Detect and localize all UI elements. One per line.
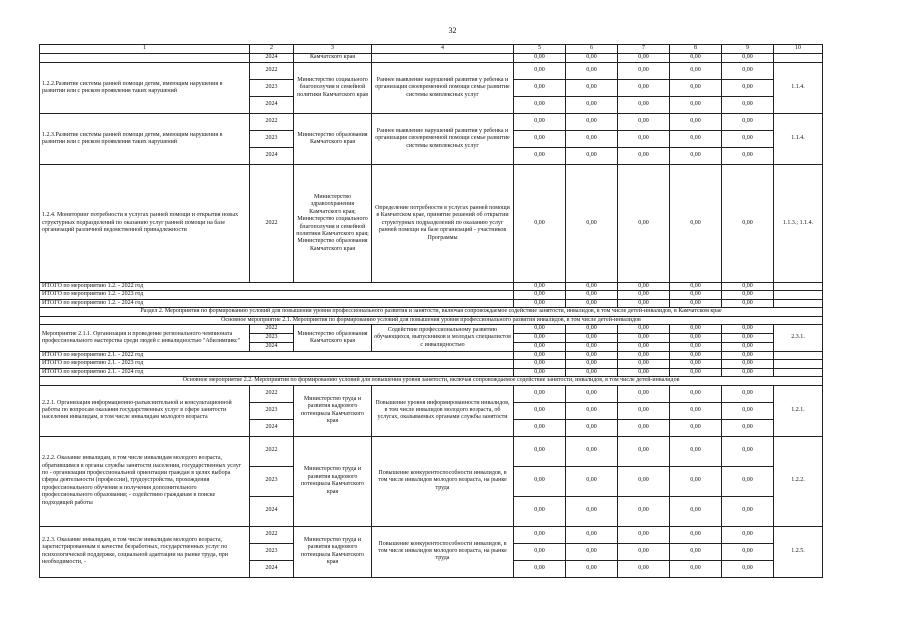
value-cell: 0,00 bbox=[514, 80, 566, 97]
data-row bbox=[40, 114, 823, 131]
header-row bbox=[40, 45, 823, 54]
result-cell: Определение потребности в услугах ранней помощи в Камчатском крае, принятие решений об открытии структурных подразделений по оказанию услуг ранней помощи на базе организаций - участников Программы bbox=[372, 165, 514, 283]
value-cell: 0,00 bbox=[618, 165, 670, 283]
value-cell: 0,00 bbox=[566, 352, 618, 360]
value-cell: 0,00 bbox=[514, 131, 566, 148]
value-cell: 0,00 bbox=[618, 385, 670, 402]
value-cell: 0,00 bbox=[722, 526, 774, 543]
value-cell: 0,00 bbox=[722, 436, 774, 466]
value-cell: 0,00 bbox=[566, 63, 618, 80]
year-cell: 2023 bbox=[250, 402, 294, 419]
value-cell: 0,00 bbox=[514, 402, 566, 419]
value-cell: 0,00 bbox=[670, 466, 722, 496]
measure-name-cell: 1.2.4. Мониторинг потребности в услугах ранней помощи и открытия новых структурных подразделений по оказанию услуг ранней помощи на базе организаций различной ведомственной принадлежности bbox=[40, 165, 250, 283]
value-cell: 0,00 bbox=[722, 419, 774, 436]
total-label-cell: ИТОГО по мероприятию 1.2. - 2022 год bbox=[40, 283, 514, 291]
value-cell: 0,00 bbox=[566, 526, 618, 543]
value-cell: 0,00 bbox=[566, 334, 618, 343]
total-label-cell: ИТОГО по мероприятию 2.1. - 2022 год bbox=[40, 352, 514, 360]
column-number-1: 1 bbox=[40, 45, 250, 54]
total-row bbox=[40, 283, 823, 291]
value-cell: 0,00 bbox=[670, 352, 722, 360]
value-cell: 0,00 bbox=[514, 543, 566, 560]
value-cell: 0,00 bbox=[618, 97, 670, 114]
data-row bbox=[40, 165, 823, 283]
value-cell: 0,00 bbox=[514, 114, 566, 131]
value-cell: 0,00 bbox=[618, 291, 670, 299]
value-cell: 0,00 bbox=[514, 325, 566, 334]
year-cell: 2024 bbox=[250, 560, 294, 577]
value-cell: 0,00 bbox=[514, 54, 566, 63]
value-cell: 0,00 bbox=[566, 54, 618, 63]
value-cell: 0,00 bbox=[722, 283, 774, 291]
link-cell: 1.1.4. bbox=[774, 114, 823, 165]
total-row bbox=[40, 368, 823, 376]
value-cell: 0,00 bbox=[566, 131, 618, 148]
column-number-8: 8 bbox=[670, 45, 722, 54]
value-cell: 0,00 bbox=[618, 63, 670, 80]
value-cell: 0,00 bbox=[514, 466, 566, 496]
link-cell bbox=[774, 368, 823, 376]
year-cell: 2022 bbox=[250, 385, 294, 402]
total-label-cell: ИТОГО по мероприятию 2.1. - 2024 год bbox=[40, 368, 514, 376]
data-row bbox=[40, 63, 823, 80]
result-cell bbox=[372, 54, 514, 63]
value-cell: 0,00 bbox=[722, 334, 774, 343]
value-cell: 0,00 bbox=[618, 368, 670, 376]
total-label-cell: ИТОГО по мероприятию 2.1. - 2023 год bbox=[40, 360, 514, 368]
measure-name-cell: 2.2.1. Организация информационно-разъяснительной и консультационной работы по вопросам оказания государственных услуг в сфере занятости населения инвалидам, в том числе инвалидам молодого возраста bbox=[40, 385, 250, 436]
year-cell: 2024 bbox=[250, 148, 294, 165]
link-cell: 1.2.2. bbox=[774, 436, 823, 526]
value-cell: 0,00 bbox=[514, 299, 566, 307]
link-cell bbox=[774, 299, 823, 307]
column-number-7: 7 bbox=[618, 45, 670, 54]
value-cell: 0,00 bbox=[618, 436, 670, 466]
value-cell: 0,00 bbox=[618, 131, 670, 148]
value-cell: 0,00 bbox=[566, 299, 618, 307]
value-cell: 0,00 bbox=[514, 496, 566, 526]
value-cell: 0,00 bbox=[722, 97, 774, 114]
value-cell: 0,00 bbox=[618, 299, 670, 307]
measure-name-cell: 2.2.2. Оказание инвалидам, в том числе инвалидам молодого возраста, обратившимся в органы службы занятости населения, государственных услуг по - организации профессиональной ориентации граждан в целях выбора сферы деятельности (профессии), трудоустройства, прохождения профессионального обучения и получения дополнительного профессионального образования; - содействию гражданам в поиске подходящей работы bbox=[40, 436, 250, 526]
result-cell: Повышение конкурентоспособности инвалидов, в том числе инвалидов молодого возраста, на рынке труда bbox=[372, 526, 514, 577]
year-cell: 2023 bbox=[250, 543, 294, 560]
year-cell: 2022 bbox=[250, 165, 294, 283]
year-cell: 2023 bbox=[250, 131, 294, 148]
value-cell: 0,00 bbox=[566, 466, 618, 496]
value-cell: 0,00 bbox=[514, 526, 566, 543]
value-cell: 0,00 bbox=[566, 360, 618, 368]
year-cell: 2022 bbox=[250, 325, 294, 334]
total-row bbox=[40, 352, 823, 360]
value-cell: 0,00 bbox=[566, 436, 618, 466]
value-cell: 0,00 bbox=[722, 148, 774, 165]
result-cell: Повышение уровня информированности инвалидов, в том числе инвалидов молодого возраста, об услугах, оказываемых органами службы занятости bbox=[372, 385, 514, 436]
value-cell: 0,00 bbox=[670, 343, 722, 352]
executor-cell: Министерство труда и развития кадрового потенциала Камчатского края bbox=[294, 385, 372, 436]
page-cutoff bbox=[0, 583, 905, 640]
value-cell: 0,00 bbox=[514, 291, 566, 299]
value-cell: 0,00 bbox=[618, 402, 670, 419]
link-cell: 1.2.5. bbox=[774, 526, 823, 577]
value-cell: 0,00 bbox=[514, 334, 566, 343]
executor-cell: Министерство социального благополучия и семейной политики Камчатского края bbox=[294, 63, 372, 114]
value-cell: 0,00 bbox=[618, 343, 670, 352]
section-row bbox=[40, 308, 823, 316]
value-cell: 0,00 bbox=[722, 299, 774, 307]
year-cell: 2024 bbox=[250, 343, 294, 352]
total-row bbox=[40, 299, 823, 307]
value-cell: 0,00 bbox=[670, 54, 722, 63]
column-number-9: 9 bbox=[722, 45, 774, 54]
value-cell: 0,00 bbox=[722, 343, 774, 352]
data-row bbox=[40, 325, 823, 334]
link-cell bbox=[774, 283, 823, 291]
value-cell: 0,00 bbox=[514, 560, 566, 577]
value-cell: 0,00 bbox=[618, 419, 670, 436]
value-cell: 0,00 bbox=[722, 368, 774, 376]
value-cell: 0,00 bbox=[722, 360, 774, 368]
value-cell: 0,00 bbox=[566, 560, 618, 577]
value-cell: 0,00 bbox=[670, 80, 722, 97]
value-cell: 0,00 bbox=[566, 385, 618, 402]
measure-name-cell: Мероприятие 2.1.1. Организация и проведение регионального чемпионата профессионального мастерства среди людей с инвалидностью "Абилимпикс" bbox=[40, 325, 250, 352]
value-cell: 0,00 bbox=[618, 54, 670, 63]
value-cell: 0,00 bbox=[618, 360, 670, 368]
value-cell: 0,00 bbox=[722, 165, 774, 283]
value-cell: 0,00 bbox=[670, 283, 722, 291]
value-cell: 0,00 bbox=[722, 352, 774, 360]
value-cell: 0,00 bbox=[670, 148, 722, 165]
section-row bbox=[40, 316, 823, 324]
value-cell: 0,00 bbox=[566, 283, 618, 291]
value-cell: 0,00 bbox=[722, 466, 774, 496]
value-cell: 0,00 bbox=[618, 352, 670, 360]
link-cell bbox=[774, 352, 823, 360]
value-cell: 0,00 bbox=[670, 402, 722, 419]
result-cell: Содействие профессиональному развитию обучающихся, выпускников и молодых специалистов с инвалидностью bbox=[372, 325, 514, 352]
year-cell: 2024 bbox=[250, 97, 294, 114]
value-cell: 0,00 bbox=[722, 543, 774, 560]
data-row bbox=[40, 526, 823, 543]
data-row bbox=[40, 385, 823, 402]
executor-cell: Министерство труда и развития кадрового потенциала Камчатского края bbox=[294, 526, 372, 577]
value-cell: 0,00 bbox=[566, 165, 618, 283]
link-cell bbox=[774, 360, 823, 368]
section-heading: Раздел 2. Мероприятия по формированию условий для повышения уровня профессионального развития и занятости, включая сопровождаемое содействие занятости, инвалидов, в том числе детей-инвалидов, в Камчатском крае bbox=[40, 308, 823, 316]
value-cell: 0,00 bbox=[514, 419, 566, 436]
total-label-cell: ИТОГО по мероприятию 1.2. - 2023 год bbox=[40, 291, 514, 299]
year-cell: 2022 bbox=[250, 526, 294, 543]
measure-name-cell: 2.2.3. Оказание инвалидам, в том числе инвалидам молодого возраста, зарегистрированным в качестве безработных, государственных услуг по психологической поддержке, социальной адаптации на рынке труда, при необходимости, - bbox=[40, 526, 250, 577]
value-cell: 0,00 bbox=[514, 343, 566, 352]
section-row bbox=[40, 377, 823, 385]
value-cell: 0,00 bbox=[618, 543, 670, 560]
total-row bbox=[40, 360, 823, 368]
year-cell: 2024 bbox=[250, 54, 294, 63]
value-cell: 0,00 bbox=[670, 419, 722, 436]
value-cell: 0,00 bbox=[670, 526, 722, 543]
value-cell: 0,00 bbox=[670, 291, 722, 299]
value-cell: 0,00 bbox=[722, 496, 774, 526]
value-cell: 0,00 bbox=[566, 148, 618, 165]
year-cell: 2024 bbox=[250, 419, 294, 436]
value-cell: 0,00 bbox=[566, 97, 618, 114]
value-cell: 0,00 bbox=[670, 299, 722, 307]
data-row bbox=[40, 436, 823, 466]
value-cell: 0,00 bbox=[618, 466, 670, 496]
value-cell: 0,00 bbox=[566, 325, 618, 334]
column-number-3: 3 bbox=[294, 45, 372, 54]
page-number: 32 bbox=[448, 26, 457, 35]
value-cell: 0,00 bbox=[670, 436, 722, 466]
value-cell: 0,00 bbox=[618, 334, 670, 343]
column-number-5: 5 bbox=[514, 45, 566, 54]
value-cell: 0,00 bbox=[670, 360, 722, 368]
value-cell: 0,00 bbox=[566, 419, 618, 436]
value-cell: 0,00 bbox=[514, 63, 566, 80]
column-number-2: 2 bbox=[250, 45, 294, 54]
executor-cell: Министерство труда и развития кадрового потенциала Камчатского края bbox=[294, 436, 372, 526]
link-cell: 2.3.1. bbox=[774, 325, 823, 352]
value-cell: 0,00 bbox=[566, 402, 618, 419]
year-cell: 2023 bbox=[250, 80, 294, 97]
name-cell bbox=[40, 54, 250, 63]
value-cell: 0,00 bbox=[670, 543, 722, 560]
value-cell: 0,00 bbox=[670, 131, 722, 148]
value-cell: 0,00 bbox=[722, 80, 774, 97]
value-cell: 0,00 bbox=[566, 343, 618, 352]
value-cell: 0,00 bbox=[566, 291, 618, 299]
value-cell: 0,00 bbox=[670, 385, 722, 402]
year-cell: 2022 bbox=[250, 114, 294, 131]
year-cell: 2022 bbox=[250, 436, 294, 466]
year-cell: 2022 bbox=[250, 63, 294, 80]
executor-cell: Министерство образования Камчатского края bbox=[294, 325, 372, 352]
value-cell: 0,00 bbox=[722, 54, 774, 63]
program-table bbox=[39, 44, 823, 578]
link-cell: 1.2.1. bbox=[774, 385, 823, 436]
value-cell: 0,00 bbox=[618, 325, 670, 334]
continued-row bbox=[40, 54, 823, 63]
year-cell: 2023 bbox=[250, 334, 294, 343]
value-cell: 0,00 bbox=[618, 526, 670, 543]
value-cell: 0,00 bbox=[514, 360, 566, 368]
value-cell: 0,00 bbox=[566, 80, 618, 97]
value-cell: 0,00 bbox=[722, 291, 774, 299]
value-cell: 0,00 bbox=[722, 325, 774, 334]
executor-cell: Камчатского края bbox=[294, 54, 372, 63]
value-cell: 0,00 bbox=[514, 97, 566, 114]
value-cell: 0,00 bbox=[722, 560, 774, 577]
total-row bbox=[40, 291, 823, 299]
value-cell: 0,00 bbox=[670, 496, 722, 526]
value-cell: 0,00 bbox=[566, 496, 618, 526]
value-cell: 0,00 bbox=[670, 560, 722, 577]
value-cell: 0,00 bbox=[618, 114, 670, 131]
executor-cell: Министерство образования Камчатского края bbox=[294, 114, 372, 165]
year-cell: 2023 bbox=[250, 466, 294, 496]
measure-name-cell: 1.2.2.Развитие системы ранней помощи детям, имеющим нарушения в развитии или с риском проявления таких нарушений bbox=[40, 63, 250, 114]
value-cell: 0,00 bbox=[514, 148, 566, 165]
section-heading: Основное мероприятие 2.2. Мероприятия по формированию условий для повышения уровня занятости, включая сопровождаемое содействие занятости, инвалидов, в том числе детей-инвалидов bbox=[40, 377, 823, 385]
value-cell: 0,00 bbox=[514, 368, 566, 376]
value-cell: 0,00 bbox=[722, 385, 774, 402]
value-cell: 0,00 bbox=[670, 97, 722, 114]
total-label-cell: ИТОГО по мероприятию 1.2. - 2024 год bbox=[40, 299, 514, 307]
link-cell bbox=[774, 54, 823, 63]
value-cell: 0,00 bbox=[670, 325, 722, 334]
value-cell: 0,00 bbox=[722, 131, 774, 148]
value-cell: 0,00 bbox=[618, 496, 670, 526]
value-cell: 0,00 bbox=[618, 283, 670, 291]
column-number-6: 6 bbox=[566, 45, 618, 54]
value-cell: 0,00 bbox=[514, 165, 566, 283]
value-cell: 0,00 bbox=[670, 334, 722, 343]
value-cell: 0,00 bbox=[722, 402, 774, 419]
value-cell: 0,00 bbox=[514, 283, 566, 291]
value-cell: 0,00 bbox=[618, 148, 670, 165]
year-cell: 2024 bbox=[250, 496, 294, 526]
result-cell: Раннее выявление нарушений развития у ребенка и организация своевременной помощи семье развитие системы комплексных услуг bbox=[372, 63, 514, 114]
value-cell: 0,00 bbox=[566, 114, 618, 131]
executor-cell: Министерство здравоохранения Камчатского края; Министерство социального благополучия и семейной политики Камчатского края; Министерство образования Камчатского края bbox=[294, 165, 372, 283]
column-number-10: 10 bbox=[774, 45, 823, 54]
section-heading: Основное мероприятие 2.1. Мероприятия по формированию условий для повышения уровня профессионального развития инвалидов, в том числе детей-инвалидов bbox=[40, 316, 823, 324]
result-cell: Повышение конкурентоспособности инвалидов, в том числе инвалидов молодого возраста, на рынке труда bbox=[372, 436, 514, 526]
value-cell: 0,00 bbox=[722, 63, 774, 80]
value-cell: 0,00 bbox=[566, 368, 618, 376]
measure-name-cell: 1.2.3.Развитие системы ранней помощи детям, имеющим нарушения в развитии или с риском проявления таких нарушений bbox=[40, 114, 250, 165]
value-cell: 0,00 bbox=[670, 63, 722, 80]
value-cell: 0,00 bbox=[670, 165, 722, 283]
value-cell: 0,00 bbox=[618, 80, 670, 97]
value-cell: 0,00 bbox=[670, 114, 722, 131]
value-cell: 0,00 bbox=[618, 560, 670, 577]
value-cell: 0,00 bbox=[514, 352, 566, 360]
value-cell: 0,00 bbox=[514, 385, 566, 402]
link-cell: 1.1.4. bbox=[774, 63, 823, 114]
value-cell: 0,00 bbox=[514, 436, 566, 466]
value-cell: 0,00 bbox=[722, 114, 774, 131]
link-cell: 1.1.3.; 1.1.4. bbox=[774, 165, 823, 283]
link-cell bbox=[774, 291, 823, 299]
value-cell: 0,00 bbox=[670, 368, 722, 376]
value-cell: 0,00 bbox=[566, 543, 618, 560]
result-cell: Раннее выявление нарушений развития у ребенка и организация своевременной помощи семье развитие системы комплексных услуг bbox=[372, 114, 514, 165]
column-number-4: 4 bbox=[372, 45, 514, 54]
